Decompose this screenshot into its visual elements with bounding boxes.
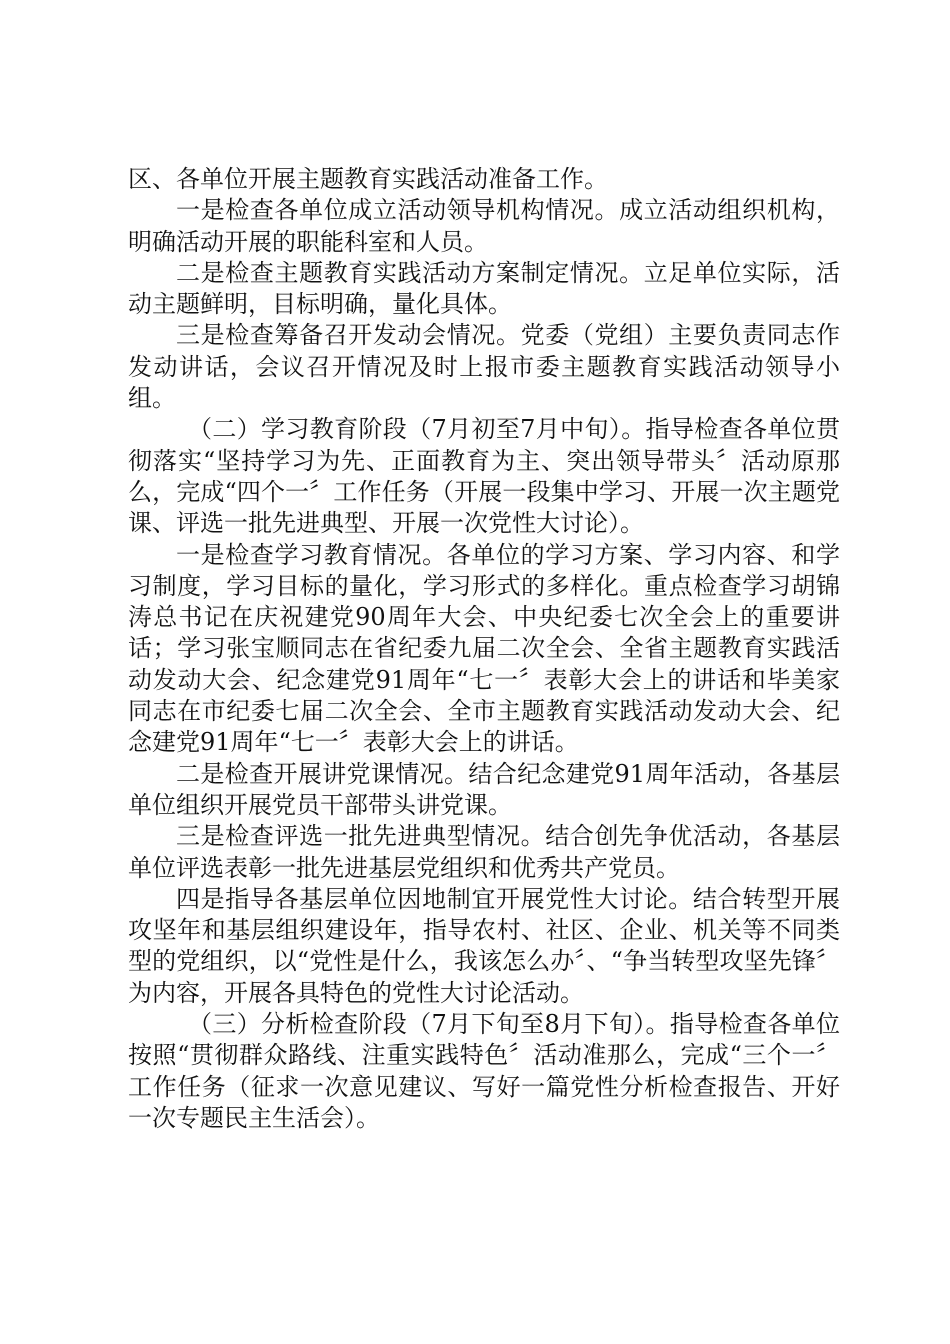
paragraph-continuation: 区、各单位开展主题教育实践活动准备工作。 [128,165,608,193]
paragraph-check-models: 三是检查评选一批先进典型情况。结合创先争优活动，各基层单位评选表彰一批先进基层党组织和优秀共产党员。 [128,822,840,882]
paragraph-section-two-heading: （二）学习教育阶段（7月初至7月中旬）。指导检查各单位贯彻落实“坚持学习为先、正面教育为主、突出领导带头〞活动原那么，完成“四个一〞工作任务（开展一段集中学习、开展一次主题党课、评选一批先进典型、开展一次党性大讨论）。 [128,415,840,538]
paragraph-check-leadership: 一是检查各单位成立活动领导机构情况。成立活动组织机构，明确活动开展的职能科室和人员。 [128,196,840,256]
paragraph-check-party-lecture: 二是检查开展讲党课情况。结合纪念建党91周年活动，各基层单位组织开展党员干部带头讲党课。 [128,759,840,819]
paragraph-section-three-heading: （三）分析检查阶段（7月下旬至8月下旬）。指导检查各单位按照“贯彻群众路线、注重实践特色〞活动准那么，完成“三个一〞工作任务（征求一次意见建议、写好一篇党性分析检查报告、开好一次专题民主生活会）。 [128,1010,840,1132]
paragraph-check-mobilization: 三是检查筹备召开发动会情况。党委（党组）主要负责同志作发动讲话，会议召开情况及时上报市委主题教育实践活动领导小组。 [128,321,840,413]
paragraph-check-study: 一是检查学习教育情况。各单位的学习方案、学习内容、和学习制度，学习目标的量化，学习形式的多样化。重点检查学习胡锦涛总书记在庆祝建党90周年大会、中央纪委七次全会上的重要讲话；学习张宝顺同志在省纪委九届二次全会、全省主题教育实践活动发动大会、纪念建党91周年“七一〞表彰大会上的讲话和毕美家同志在市纪委七届二次全会、全市主题教育实践活动发动大会、纪念建党91周年“七一〞表彰大会上的讲话。 [128,540,840,757]
paragraph-check-plan: 二是检查主题教育实践活动方案制定情况。立足单位实际，活动主题鲜明，目标明确，量化具体。 [128,258,840,319]
paragraph-party-discussion: 四是指导各基层单位因地制宜开展党性大讨论。结合转型开展攻坚年和基层组织建设年，指导农村、社区、企业、机关等不同类型的党组织，以“党性是什么，我该怎么办〞、“争当转型攻坚先锋〞为内容，开展各具特色的党性大讨论活动。 [128,884,840,1007]
document-body [128,164,840,1134]
